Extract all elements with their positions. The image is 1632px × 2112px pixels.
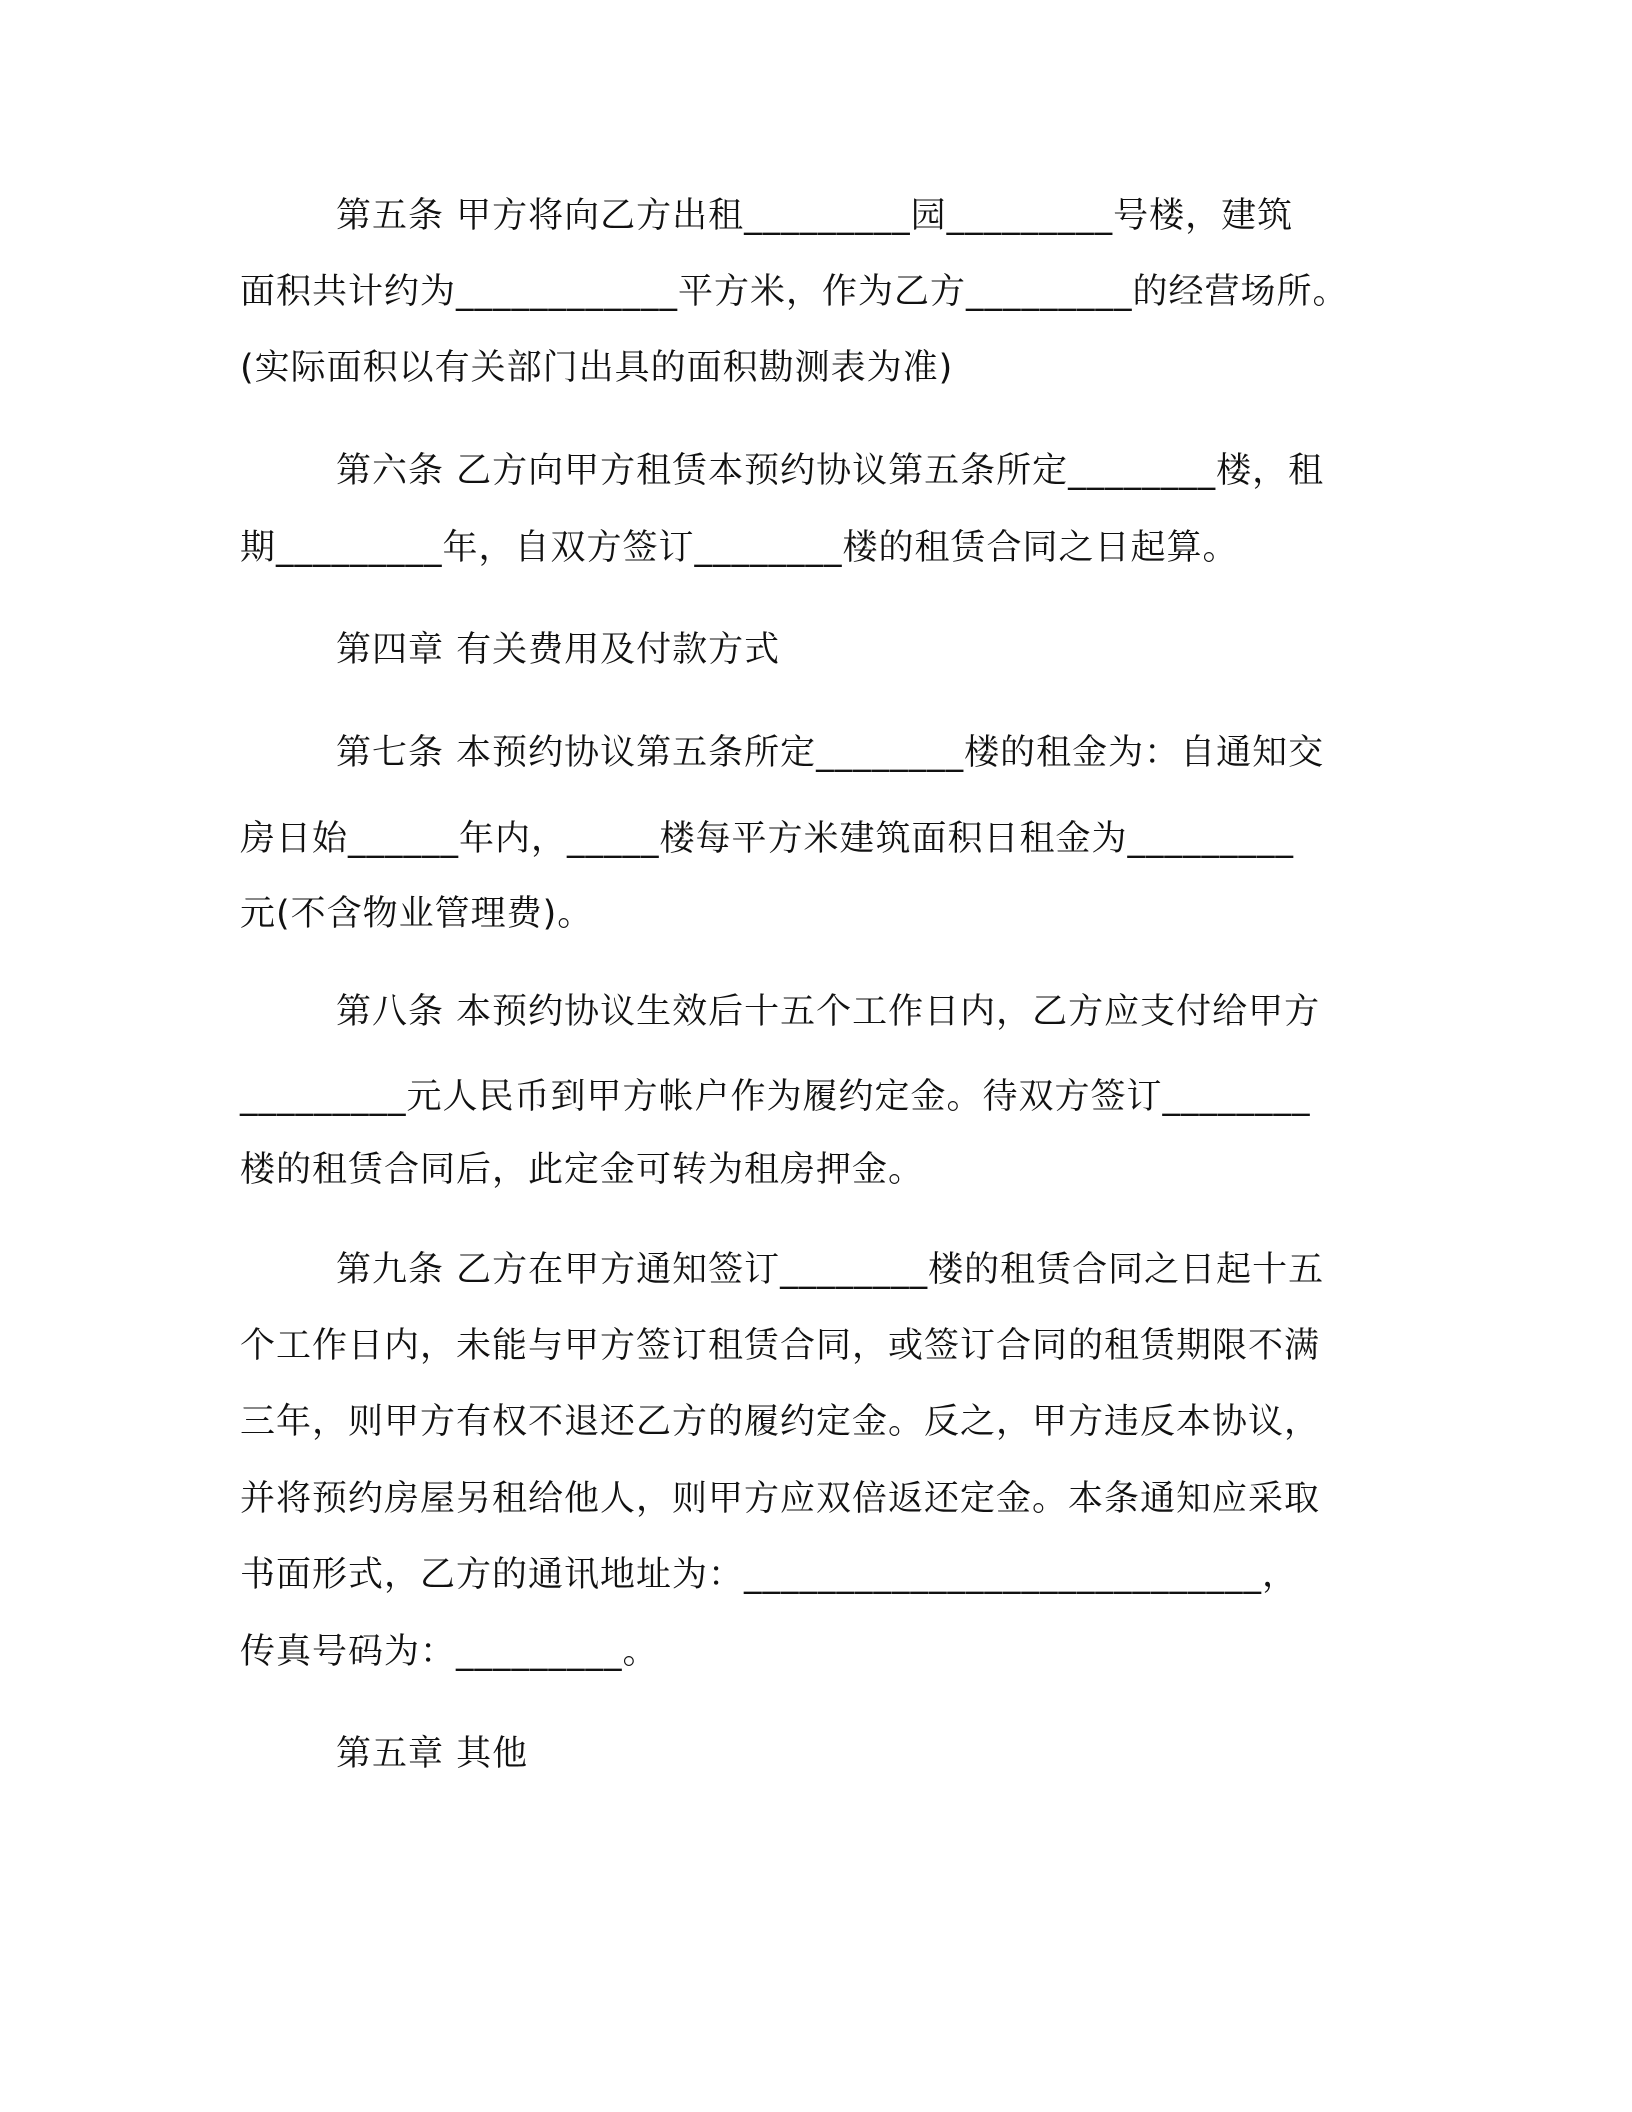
article9-line-6: 传真号码为：_________。	[240, 1632, 659, 1672]
article8-line-1: 第八条 本预约协议生效后十五个工作日内，乙方应支付给甲方	[336, 992, 1321, 1032]
article7-line-2: 房日始______年内，_____楼每平方米建筑面积日租金为_________	[240, 819, 1295, 859]
chapter5-heading: 第五章 其他	[336, 1734, 529, 1774]
article5-line-1: 第五条 甲方将向乙方出租_________园_________号楼，建筑	[336, 196, 1294, 236]
article9-line-2: 个工作日内，未能与甲方签订租赁合同，或签订合同的租赁期限不满	[240, 1326, 1321, 1366]
article8-line-3: 楼的租赁合同后，此定金可转为租房押金。	[240, 1150, 925, 1190]
article6-line-1: 第六条 乙方向甲方租赁本预约协议第五条所定________楼，租	[336, 451, 1325, 491]
article5-line-3: (实际面积以有关部门出具的面积勘测表为准)	[240, 348, 954, 388]
article7-line-3: 元(不含物业管理费)。	[240, 894, 594, 934]
article9-line-5: 书面形式，乙方的通讯地址为：____________________________，	[240, 1555, 1299, 1595]
article9-line-4: 并将预约房屋另租给他人，则甲方应双倍返还定金。本条通知应采取	[240, 1479, 1321, 1519]
chapter4-heading: 第四章 有关费用及付款方式	[336, 630, 781, 670]
article7-line-1: 第七条 本预约协议第五条所定________楼的租金为：自通知交	[336, 733, 1325, 773]
article5-line-2: 面积共计约为____________平方米，作为乙方_________的经营场所。	[240, 272, 1349, 312]
article6-line-2: 期_________年，自双方签订________楼的租赁合同之日起算。	[240, 528, 1239, 568]
article9-line-3: 三年，则甲方有权不退还乙方的履约定金。反之，甲方违反本协议，	[240, 1402, 1321, 1442]
article9-line-1: 第九条 乙方在甲方通知签订________楼的租赁合同之日起十五	[336, 1250, 1325, 1290]
article8-line-2: _________元人民币到甲方帐户作为履约定金。待双方签订________	[240, 1077, 1311, 1117]
